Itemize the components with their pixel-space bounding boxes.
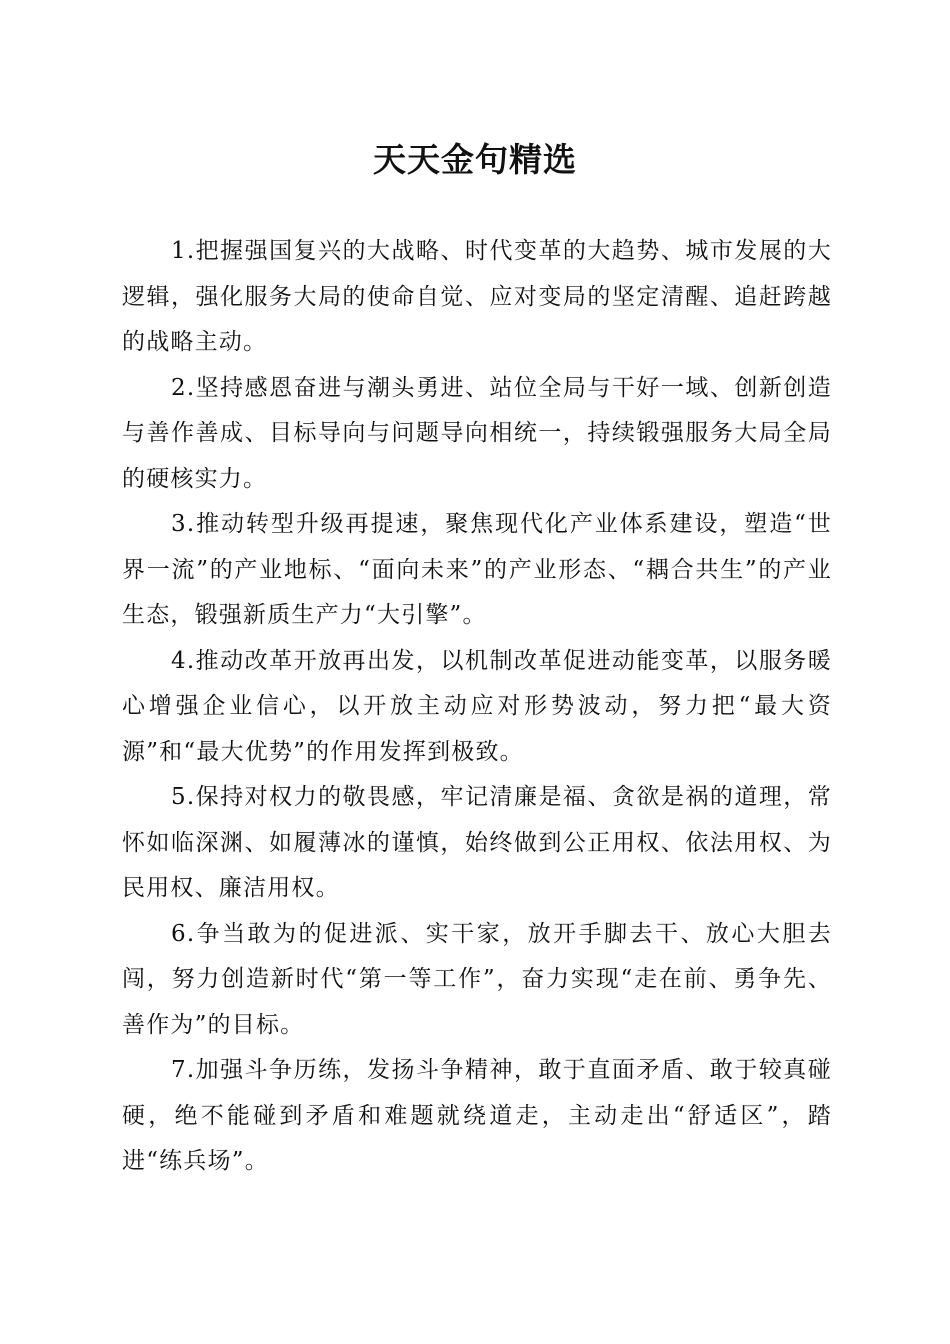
paragraph-5: 5.保持对权力的敬畏感，牢记清廉是福、贪欲是祸的道理，常怀如临深渊、如履薄冰的谨慎，始终做到公正用权、依法用权、为民用权、廉洁用权。 [122, 784, 832, 901]
paragraph-1: 1.把握强国复兴的大战略、时代变革的大趋势、城市发展的大逻辑，强化服务大局的使命自觉、应对变局的坚定清醒、追赶跨越的战略主动。 [122, 238, 832, 355]
page-title: 天天金句精选 [373, 140, 577, 179]
paragraph-4: 4.推动改革开放再出发，以机制改革促进动能变革，以服务暖心增强企业信心，以开放主动应对形势波动，努力把“最大资源”和“最大优势”的作用发挥到极致。 [122, 647, 832, 765]
paragraph-7: 7.加强斗争历练，发扬斗争精神，敢于直面矛盾、敢于较真碰硬，绝不能碰到矛盾和难题就绕道走，主动走出“舒适区”，踏进“练兵场”。 [122, 1057, 832, 1174]
paragraph-6: 6.争当敢为的促进派、实干家，放开手脚去干、放心大胆去闯，努力创造新时代“第一等工作”，奋力实现“走在前、勇争先、善作为”的目标。 [122, 920, 832, 1038]
paragraph-2: 2.坚持感恩奋进与潮头勇进、站位全局与干好一域、创新创造与善作善成、目标导向与问题导向相统一，持续锻强服务大局全局的硬核实力。 [122, 374, 832, 492]
paragraph-3: 3.推动转型升级再提速，聚焦现代化产业体系建设，塑造“世界一流”的产业地标、“面向未来”的产业形态、“耦合共生”的产业生态，锻强新质生产力“大引擎”。 [122, 511, 832, 628]
document-body [122, 229, 832, 1185]
